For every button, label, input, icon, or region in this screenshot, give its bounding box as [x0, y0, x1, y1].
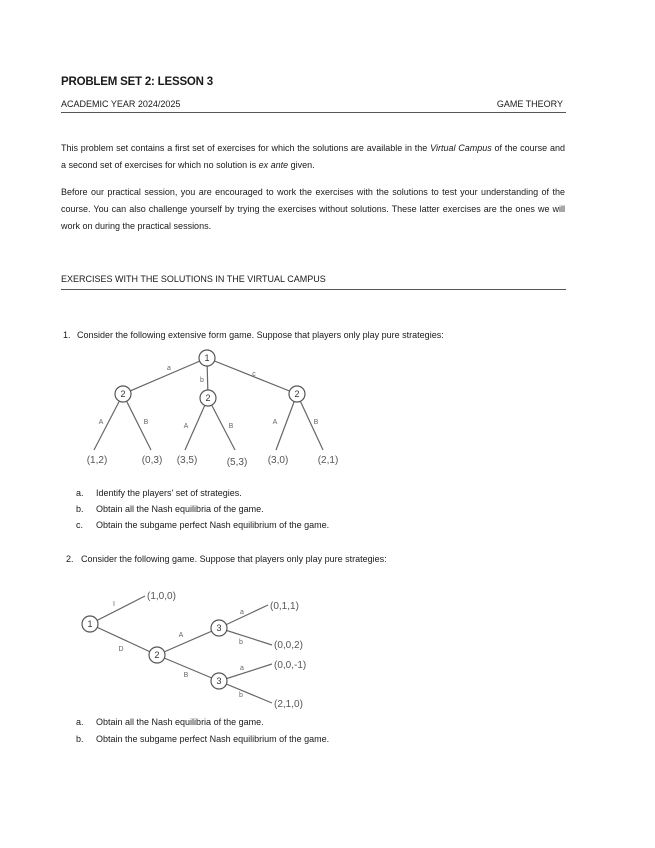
intro-text: This problem set contains a first set of exercises for which the solutions are available in the [61, 143, 431, 153]
branch-A [276, 394, 297, 450]
list-item [76, 717, 264, 727]
item-text: Obtain all the Nash equilibria of the game. [96, 717, 264, 727]
payoff: (2,1) [317, 455, 339, 466]
item-letter: a. [76, 488, 84, 498]
intro-emphasis: Virtual Campus [430, 143, 492, 153]
item-text: Identify the players' set of strategies. [96, 488, 242, 498]
list-item [76, 504, 264, 514]
edge-label: B [228, 423, 234, 430]
node-label: 2 [294, 389, 300, 399]
intro-paragraph-2: Before our practical session, you are encouraged to work the exercises with the solutions to test your understanding of the course. You can also challenge yourself by trying the exercises without solutions. These latter exercises are the ones we will work on during the practical sessions. [61, 187, 565, 231]
edge-label: D [118, 646, 124, 653]
payoff: (0,3) [141, 455, 163, 466]
edge-label: B [313, 419, 319, 426]
edge-label: c [252, 371, 256, 378]
payoff: (0,1,1) [270, 601, 299, 612]
list-item [76, 520, 329, 530]
edge-label: b [239, 639, 243, 646]
academic-year: ACADEMIC YEAR 2024/2025 [61, 99, 181, 109]
edge-label: b [200, 377, 204, 384]
edge-label: A [183, 423, 189, 430]
edge-label: B [183, 672, 189, 679]
tree-2-branches [90, 596, 272, 703]
node-label: 2 [205, 393, 211, 403]
payoff: (1,2) [86, 455, 108, 466]
intro-text: given. [288, 160, 315, 170]
node-label: 1 [204, 353, 210, 363]
edge-label: I [113, 601, 115, 608]
section-title: EXERCISES WITH THE SOLUTIONS IN THE VIRTUAL CAMPUS [61, 274, 326, 284]
question-1-number: 1. [63, 330, 71, 340]
edge-label: a [240, 609, 244, 616]
edge-label: a [167, 365, 171, 372]
edge-label: A [178, 632, 184, 639]
payoff: (5,3) [226, 457, 248, 468]
payoff: (3,0) [267, 455, 289, 466]
item-letter: a. [76, 717, 84, 727]
node-label: 3 [216, 623, 222, 633]
branch-b [219, 681, 272, 703]
item-letter: b. [76, 504, 84, 514]
item-text: Obtain the subgame perfect Nash equilibrium of the game. [96, 734, 330, 744]
node-label: 3 [216, 676, 222, 686]
node-label: 2 [154, 650, 160, 660]
payoff: (0,0,2) [274, 640, 303, 651]
item-text: Obtain all the Nash equilibria of the game. [96, 504, 264, 514]
list-item [76, 734, 329, 744]
page-title: PROBLEM SET 2: LESSON 3 [61, 76, 213, 88]
item-letter: b. [76, 734, 84, 744]
branch-A [157, 628, 219, 655]
list-item [76, 488, 242, 498]
edge-label: B [143, 419, 149, 426]
edge-label: b [239, 692, 243, 699]
question-1-text: Consider the following extensive form game. Suppose that players only play pure strategies: [77, 330, 444, 340]
question-2-number: 2. [66, 554, 74, 564]
payoff: (3,5) [176, 455, 198, 466]
payoff: (2,1,0) [274, 699, 303, 710]
payoff: (1,0,0) [147, 591, 176, 602]
item-letter: c. [76, 520, 84, 530]
edge-label: A [98, 419, 104, 426]
node-label: 2 [120, 389, 126, 399]
node-label: 1 [87, 619, 93, 629]
course-name: GAME THEORY [496, 99, 563, 109]
branch-a [123, 358, 207, 394]
item-text: Obtain the subgame perfect Nash equilibrium of the game. [96, 520, 330, 530]
intro-text: of the course and a second set of exercises for which no solution is [61, 143, 565, 170]
payoff: (0,0,-1) [274, 660, 307, 671]
branch-B [297, 394, 323, 450]
intro-emphasis: ex ante [258, 160, 289, 170]
question-2-text: Consider the following game. Suppose that players only play pure strategies: [81, 554, 387, 564]
branch-I [90, 596, 145, 624]
edge-label: A [272, 419, 278, 426]
edge-label: a [240, 665, 244, 672]
